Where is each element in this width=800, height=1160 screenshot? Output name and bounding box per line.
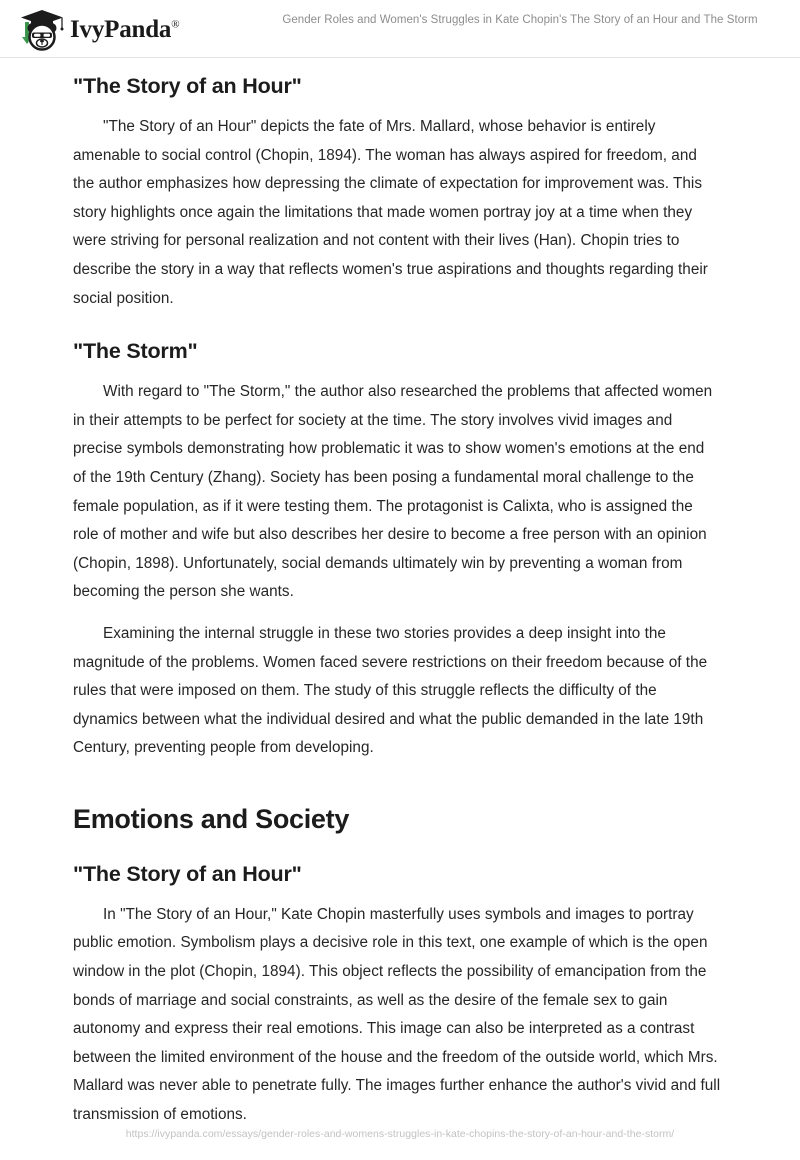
article-body	[73, 72, 721, 1130]
heading-the-storm: "The Storm"	[73, 339, 198, 364]
source-url[interactable]: https://ivypanda.com/essays/gender-roles-and-womens-struggles-in-kate-chopins-the-story-of-an-hour-and-the-storm/	[125, 1128, 675, 1140]
page-header	[0, 0, 800, 58]
logo-wordmark	[70, 16, 179, 44]
heading-emotions-and-society: Emotions and Society	[73, 803, 350, 834]
logo-text: IvyPanda	[70, 16, 172, 43]
document-title: Gender Roles and Women's Struggles in Kate Chopin's The Story of an Hour and The Storm	[282, 14, 758, 26]
paragraph-story-of-an-hour-1: "The Story of an Hour" depicts the fate of Mrs. Mallard, whose behavior is entirely amenable to social control (Chopin, 1894). The woman has always aspired for freedom, and the author emphasizes how depressing the climate of expectation for improvement was. This story highlights once again the limitations that made women portray joy at a time when they were striving for personal realization and not content with their lives (Han). Chopin tries to describe the story in a way that reflects women's true aspirations and thoughts regarding their social position.	[73, 118, 708, 307]
heading-story-of-an-hour-1: "The Story of an Hour"	[73, 74, 302, 98]
page-footer	[0, 1124, 800, 1142]
paragraph-internal-struggle: Examining the internal struggle in these two stories provides a deep insight into the magnitude of the problems. Women faced severe restrictions on their freedom because of the rules that were imposed on them. The study of this struggle reflects the difficulty of the dynamics between what the individual desired and what the public demanded in the late 19th Century, preventing people from developing.	[73, 624, 708, 757]
heading-story-of-an-hour-2: "The Story of an Hour"	[73, 861, 302, 886]
panda-graduate-icon	[18, 8, 66, 52]
site-logo[interactable]	[18, 7, 179, 53]
paragraph-story-of-an-hour-2: In "The Story of an Hour," Kate Chopin masterfully uses symbols and images to portray public emotion. Symbolism plays a decisive role in this text, one example of which is the open window in the plot (Chopin, 1894). This object reflects the possibility of emancipation from the bonds of marriage and social constraints, as well as the desire of the female sex to gain autonomy and express their real emotions. This image can also be interpreted as a contrast between the limited environment of the house and the freedom of the outside world, which Mrs. Mallard was never able to penetrate fully. The images further enhance the author's vivid and full transmission of emotions.	[73, 905, 721, 1124]
paragraph-the-storm: With regard to "The Storm," the author also researched the problems that affected women in their attempts to be perfect for society at the time. The story involves vivid images and precise symbols demonstrating how problematic it was to show women's emotions at the end of the 19th Century (Zhang). Society has been posing a fundamental moral challenge to the female population, as if it were testing them. The protagonist is Calixta, who is assigned the role of mother and wife but also describes her desire to become a free person with an opinion (Chopin, 1898). Unfortunately, social demands ultimately win by preventing a woman from becoming the person she wants.	[73, 383, 713, 601]
registered-trademark-icon: ®	[171, 18, 180, 31]
